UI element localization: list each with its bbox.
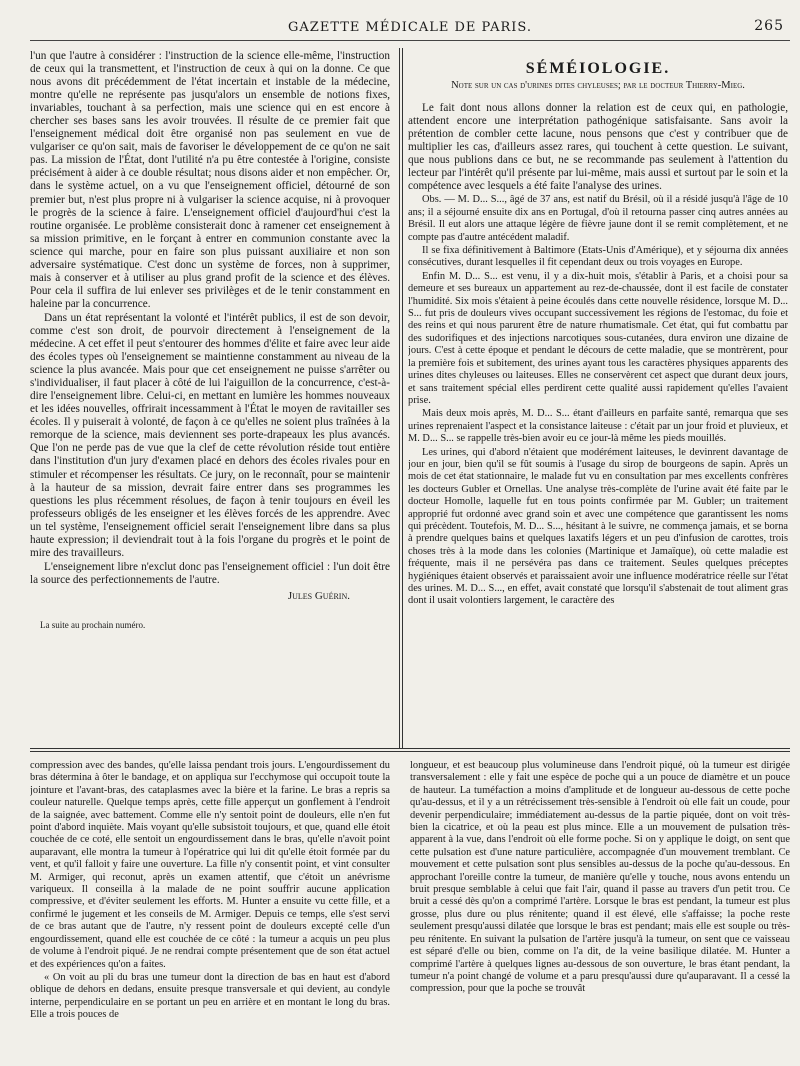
column-divider — [399, 48, 400, 748]
journal-title: GAZETTE MÉDICALE DE PARIS. — [288, 19, 532, 35]
paragraph: « On voit au pli du bras une tumeur dont la direction de bas en haut est d'abord oblique de dehors en dedans, ensuite presque transversale et qui devient, au condyle interne, perpendiculaire en se portant un peu en arrière et en montant le long du bras. Elle a trois pouces de — [30, 971, 390, 1021]
paragraph: Dans un état représentant la volonté et l'intérêt publics, il est de son devoir, comme c'est son droit, de pourvoir directement à l'enseignement de la médecine. A cet effet il peut s'entourer des hommes d'élite et faire avec leur aide des écoles types où l'enseignement se maintienne constamment au niveau de la science la plus avancée. Mais pour que cet enseignement ne puisse s'arrêter ou s'individualiser, il faut placer à côté de lui l'aiguillon de la concurrence, c'est-à-dire l'enseignement libre. Celui-ci, en mettant en lumière les hommes nouveaux et les idées nouvelles, offrirait incessamment à l'État le moyen de ravitailler ses écoles. Il y puiserait à volonté, de façon à ce qu'elles ne soient plus traînées à la remorque de la science, mais deviennent ses porte-drapeaux les plus avancés. Que l'on ne perde pas de vue que la clef de cette révolution réside tout entière dans l'institution d'un jury d'examen placé en dehors des écoles rivales pour en stimuler et récompenser les résultats. Ce jury, on le reconnaît, pour se maintenir à la hauteur de sa mission, devrait faire entrer dans ses programmes les questions les plus récemment résolues, de façon à tenir toujours en éveil les professeurs obligés de les enseigner et les élèves forcés de les apprendre. Avec un tel système, l'enseignement officiel serait l'enseignement libre dans sa plus haute expression; il deviendrait tout à la fois l'organe du progrès et le point de mire des travailleurs. — [30, 311, 390, 559]
bottom-right-column — [410, 760, 790, 1060]
paragraph: L'enseignement libre n'exclut donc pas l'enseignement officiel : l'un doit être la source des perfectionnements de l'autre. — [30, 560, 390, 586]
author-signature: Jules Guérin. — [287, 589, 350, 602]
page-number: 265 — [754, 18, 784, 34]
paragraph: Les urines, qui d'abord n'étaient que modérément laiteuses, le devinrent davantage de jour en jour, bien qu'il se fût soumis à l'usage du sirop de bourgeons de sapin. Après un mois de cet état stationnaire, le malade fut vu en consultation par mes excellents confrères les docteurs Gubler et Ornellas. Une analyse très-complète de l'urine avait été faite par le docteur Homolle, laquelle fut en tous points confirmée par M. Gubler; un traitement approprié fut ordonné avec grand soin et avec une compétence que garantissent les noms qui précèdent. Toutefois, M. D... S..., hésitant à le suivre, ne commença jamais, et se borna à prendre quelques bains et quelques laxatifs légers et un peu d'infusion de carottes, trois choses très à la mode dans les colonies (Martinique et Jamaïque), où cette maladie est fréquente, mais il ne persévéra pas dans ce traitement. Seules quelques préceptes hygiéniques étaient observés et paraissaient avoir une influence modératrice réelle sur l'état des urines. M. D... S..., en effet, avait constaté que lorsqu'il s'abstenait de tout aliment gras dont il usait volontiers largement, le caractère des — [408, 446, 788, 607]
paragraph: Enfin M. D... S... est venu, il y a dix-huit mois, s'établir à Paris, et a choisi pour sa demeure et ses bureaux un appartement au rez-de-chaussée, dont il est facile de constater l'humidité. Six mois s'étaient à peine écoulés dans cette nouvelle résidence, lorsque M. D... S... fut pris de douleurs vives occupant successivement les régions de l'estomac, du foie et des reins et qui nous parurent être de nature rhumatismale. Cet état, qui fut combattu par des sudorifiques et des injections narcotiques sous-cutanées, dura environ une dizaine de jours. C'est à cette époque et pendant le décours de cette maladie, que se montrèrent, pour la première fois et subitement, des urines ayant tous les caractères physiques apparents des urines dites chyleuses ou laiteuses. Elles ne conservèrent cet aspect que durant deux jours, et sans traitement spécial elles perdirent cette qualité aussi rapidement qu'elles l'avaient prise. — [408, 270, 788, 406]
paragraph: Obs. — M. D... S..., âgé de 37 ans, est natif du Brésil, où il a résidé jusqu'à l'âge de 10 ans; il a séjourné ensuite dix ans en Portugal, d'où il retourna passer cinq autres années au Brésil. Il eut alors une attaque légère de fièvre jaune dont il se remit complètement, et ne compte pas d'autre antécédent maladif. — [408, 194, 788, 243]
section-divider — [30, 751, 790, 752]
left-column — [30, 50, 390, 685]
section-title: SÉMÉIOLOGIE. — [525, 60, 671, 77]
bottom-left-column — [30, 760, 390, 1060]
article-subtitle: Note sur un cas d'urines dites chyleuses; par le docteur Thierry-Mieg. — [451, 80, 745, 92]
right-column — [408, 50, 788, 740]
section-divider — [30, 748, 790, 749]
page-header — [30, 14, 790, 41]
paragraph: Mais deux mois après, M. D... S... étant d'ailleurs en parfaite santé, remarqua que ses urines reprenaient l'aspect et la consistance laiteuse : c'était par un jour froid et pluvieux, et M. D... S... se rappelle très-bien avoir eu ce jour-là même les pieds mouillés. — [408, 408, 788, 445]
column-divider — [402, 48, 403, 748]
paragraph: Il se fixa définitivement à Baltimore (Etats-Unis d'Amérique), et y séjourna dix années consécutives, durant lesquelles il fit cependant deux ou trois voyages en Europe. — [408, 245, 788, 269]
paragraph: compression avec des bandes, qu'elle laissa pendant trois jours. L'engourdissement du bras détermina à ôter le bandage, et on appliqua sur l'ecchymose qui occupoit toute la jointure et l'avant-bras, des cataplasmes avec la bière et la farine. Le bras a repris sa couleur naturelle. Quelque temps après, cette fille apperçut un gonflement à l'endroit de la saignée, avec battement. Comme elle n'y sentoit point de douleurs, elle n'en fut point d'abord inquiète. Mais voyant qu'elle subsistoit toujours, et que, quand elle étoit couchée de ce coté, elle sentoit un engourdissement dans le bras, qu'elle n'avoit point auparavant, elle montra la tumeur à l'opératrice qui lui dit qu'elle étoit formée par du vent, et qu'il falloit y faire une ouverture. La fille n'y consentit point, et vint consulter M. Armiger, qui reconut, après un examen attentif, que c'étoit un anévrisme variqueux. Il conseilla à la malade de ne point souffrir aucune application compressive, et d'éviter seulement les efforts. M. Hunter a ensuite vu cette fille, et a confirmé le jugement et les conseils de M. Armiger. Depuis ce temps, elle s'est servi de ce bras autant que de l'autre, n'y ressent point de douleurs excepté celle d'un engourdissement, quand elle est couchée de ce côté : la tumeur a acquis un peu plus de volume à l'endroit piqué. Je ne rendrai compte présentement que de son état actuel et des expériences qu'on a faites. — [30, 760, 390, 970]
continuation-note: La suite au prochain numéro. — [40, 619, 146, 630]
paragraph: l'un que l'autre à considérer : l'instruction de la science elle-même, l'instruction de ceux qui la transmettent, et l'instruction de ceux à qui on la donne. Ce que nous avons dit précédemment de l'état incertain et instable de la médecine, montre qu'elle ne représente pas jusqu'alors un ensemble de notions fixes, invariables, touchant à sa perfection, mais une science qui en est encore à chercher ses bases sans les avoir trouvées. Il résulte de ce premier fait que l'enseignement médical doit être organisé non pas seulement en vue de vulgariser ce qu'on sait, mais de favoriser le développement de ce qu'on ne sait pas. La mission de l'État, dont l'utilité n'a pu être contestée à l'origine, consiste précisément à aider à ce double résultat; nous disons aider et non empêcher. Or, dans le système actuel, on a vu que l'enseignement officiel, détourné de son premier but, n'est plus propre ni à vulgariser la science acquise, ni à provoquer le progrès de la science à faire. L'enseignement officiel d'aujourd'hui c'est la routine organisée. Le problème consisterait donc à ramener cet enseignement à sa mission primitive, en le forçant à entrer en communion constante avec la science qui marche, pour en faire son plus puissant auxiliaire et non son adversaire systématique. C'est donc un système de forces, non à supprimer, mais à conserver et à utiliser au plus grand profit de la science et des élèves. Pour cela il suffira de lui enlever ses privilèges et de le tenir constamment en haleine par la concurrence. — [30, 50, 390, 310]
paragraph: longueur, et est beaucoup plus volumineuse dans l'endroit piqué, où la tumeur est dirigée transversalement : elle y fait une espèce de poche qui a un pouce de diamètre et un pouce de hauteur. La tuméfaction a moins d'amplitude et de longueur au-dessous de cette poche qu'au-dessus, et il y a un rétrécissement très-sensible à l'endroit où elle fait un coude, pour devenir perpendiculaire; immédiatement au-dessus de la partie piquée, dont on voit très-bien la cicatrice, et où la peau est plus mince. Elle a un mouvement de pulsation très-apparent à la vue, dans l'endroit où elle forme poche. Si on y applique le doigt, on sent que cette pulsation est d'une nature particulière, accompagnée d'un mouvement tremblant. Ce mouvement et cette pulsation sont plus sensibles au-dessus de la poche qu'au-dessous. En approchant l'oreille contre la tumeur, de manière qu'elle y touche, nous avons entendu un bruit presque semblable à celui que fait l'air, quand il passe au travers d'un petit trou. Ce bruit a cessé dès qu'on a comprimé l'artère. Lorsque le bras est pendant, la tumeur est plus grosse, plus dure ou plus rénitente; quand il est élevé, elle s'affaisse; la poche reste seulement presqu'aussi dilatée que lorsque le bras est pendant; mais elle est souple ou très-peu rénitente. En suivant la pulsation de l'artère jusqu'à la tumeur, on sent que ce vaisseau est séparé d'elle ou bien, comme on l'a dit, de la veine basilique dilatée. M. Hunter a comprimé l'artère à quelques lignes au-dessous de son ouverture, le bras étant pendant, la tumeur n'a point changé de volume et a paru presqu'aussi dure qu'auparavant. Il a cessé la compression, pour que la poche se trouvât — [410, 760, 790, 995]
paragraph: Le fait dont nous allons donner la relation est de ceux qui, en pathologie, attendent encore une interprétation pathogénique satisfaisante. Sans avoir la prétention de combler cette lacune, nous pensons que c'est y contribuer que de multiplier les cas, d'ailleurs assez rares, qui touchent à cette question. Le suivant, que nous publions dans ce but, ne se recommande pas seulement à l'attention du lecteur par l'intérêt qu'il présente par lui-même, mais aussi et surtout par le soin et la compétence avec lesquels a été faite l'analyse des urines. — [408, 102, 788, 193]
